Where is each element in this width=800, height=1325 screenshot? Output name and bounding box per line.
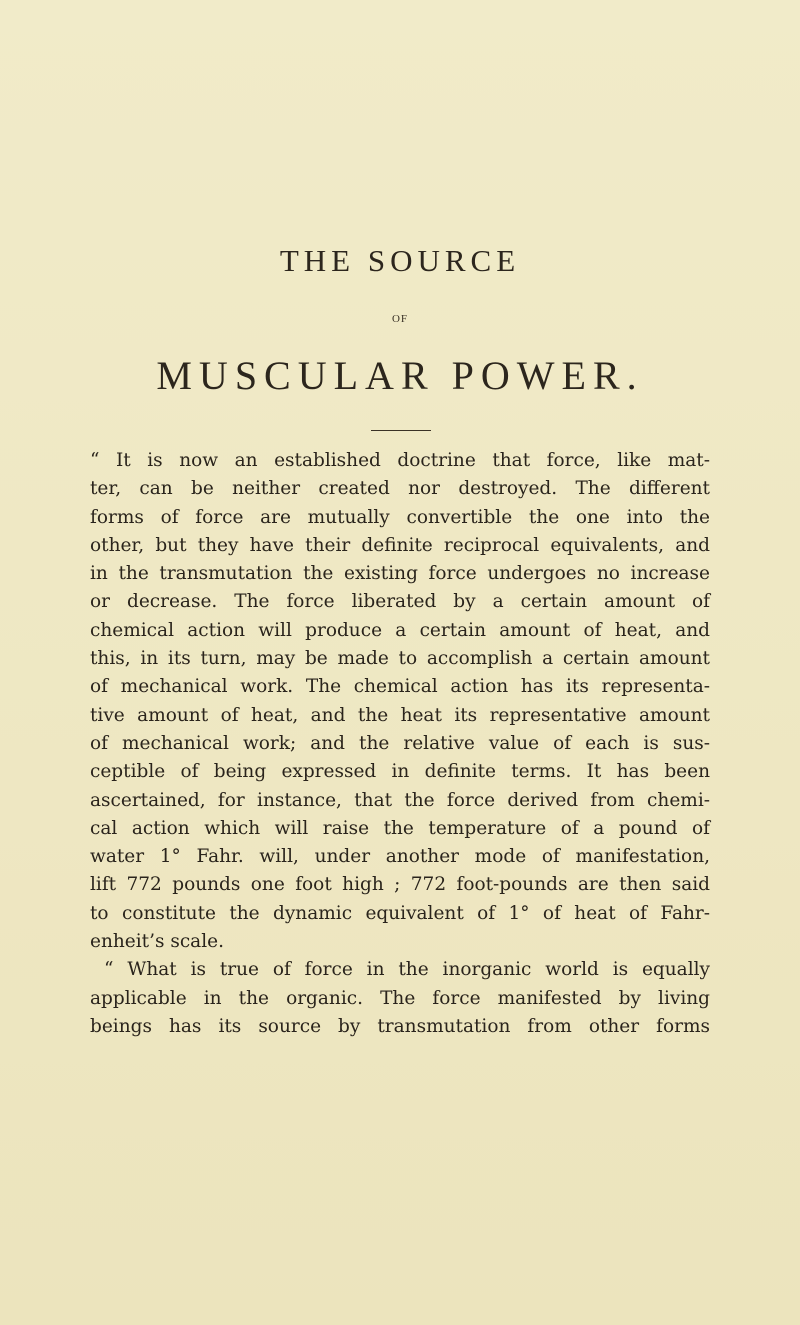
text-line: “ What is true of force in the inorganic world is equally <box>104 959 710 981</box>
text-line: ceptible of being expressed in definite terms. It has been <box>90 761 710 783</box>
title-connector-of: OF <box>391 313 409 325</box>
text-line: water 1° Fahr. will, under another mode of manifestation, <box>90 846 710 868</box>
text-line: cal action which will raise the temperature of a pound of <box>90 817 710 839</box>
text-line: lift 772 pounds one foot high ; 772 foot-pounds are then said <box>90 874 710 896</box>
text-line: of mechanical work; and the relative value of each is sus- <box>90 732 710 754</box>
text-line: chemical action will produce a certain amount of heat, and <box>90 619 710 641</box>
text-line: or decrease. The force liberated by a certain amount of <box>90 591 710 613</box>
text-line: ter, can be neither created nor destroyed. The different <box>90 478 710 500</box>
body-text <box>90 447 710 1041</box>
title-divider-rule <box>371 430 431 431</box>
text-line: “ It is now an established doctrine that force, like mat- <box>90 450 710 471</box>
text-line: of mechanical work. The chemical action has its representa- <box>90 676 710 698</box>
text-line: forms of force are mutually convertible the one into the <box>90 506 710 528</box>
title-the-source: THE SOURCE <box>279 243 521 278</box>
title-muscular-power: MUSCULAR POWER. <box>156 353 644 398</box>
text-line: beings has its source by transmutation from other forms <box>90 1015 710 1037</box>
text-line: to constitute the dynamic equivalent of 1° of heat of Fahr- <box>90 902 710 924</box>
text-line: other, but they have their definite reciprocal equivalents, and <box>90 534 710 556</box>
text-line: in the transmutation the existing force undergoes no increase <box>90 563 710 585</box>
text-line: applicable in the organic. The force manifested by living <box>90 987 710 1009</box>
text-line: this, in its turn, may be made to accomplish a certain amount <box>90 648 710 670</box>
text-line: tive amount of heat, and the heat its representative amount <box>90 704 710 726</box>
text-line: ascertained, for instance, that the force derived from chemi- <box>90 789 710 811</box>
text-line: enheit’s scale. <box>90 931 224 953</box>
